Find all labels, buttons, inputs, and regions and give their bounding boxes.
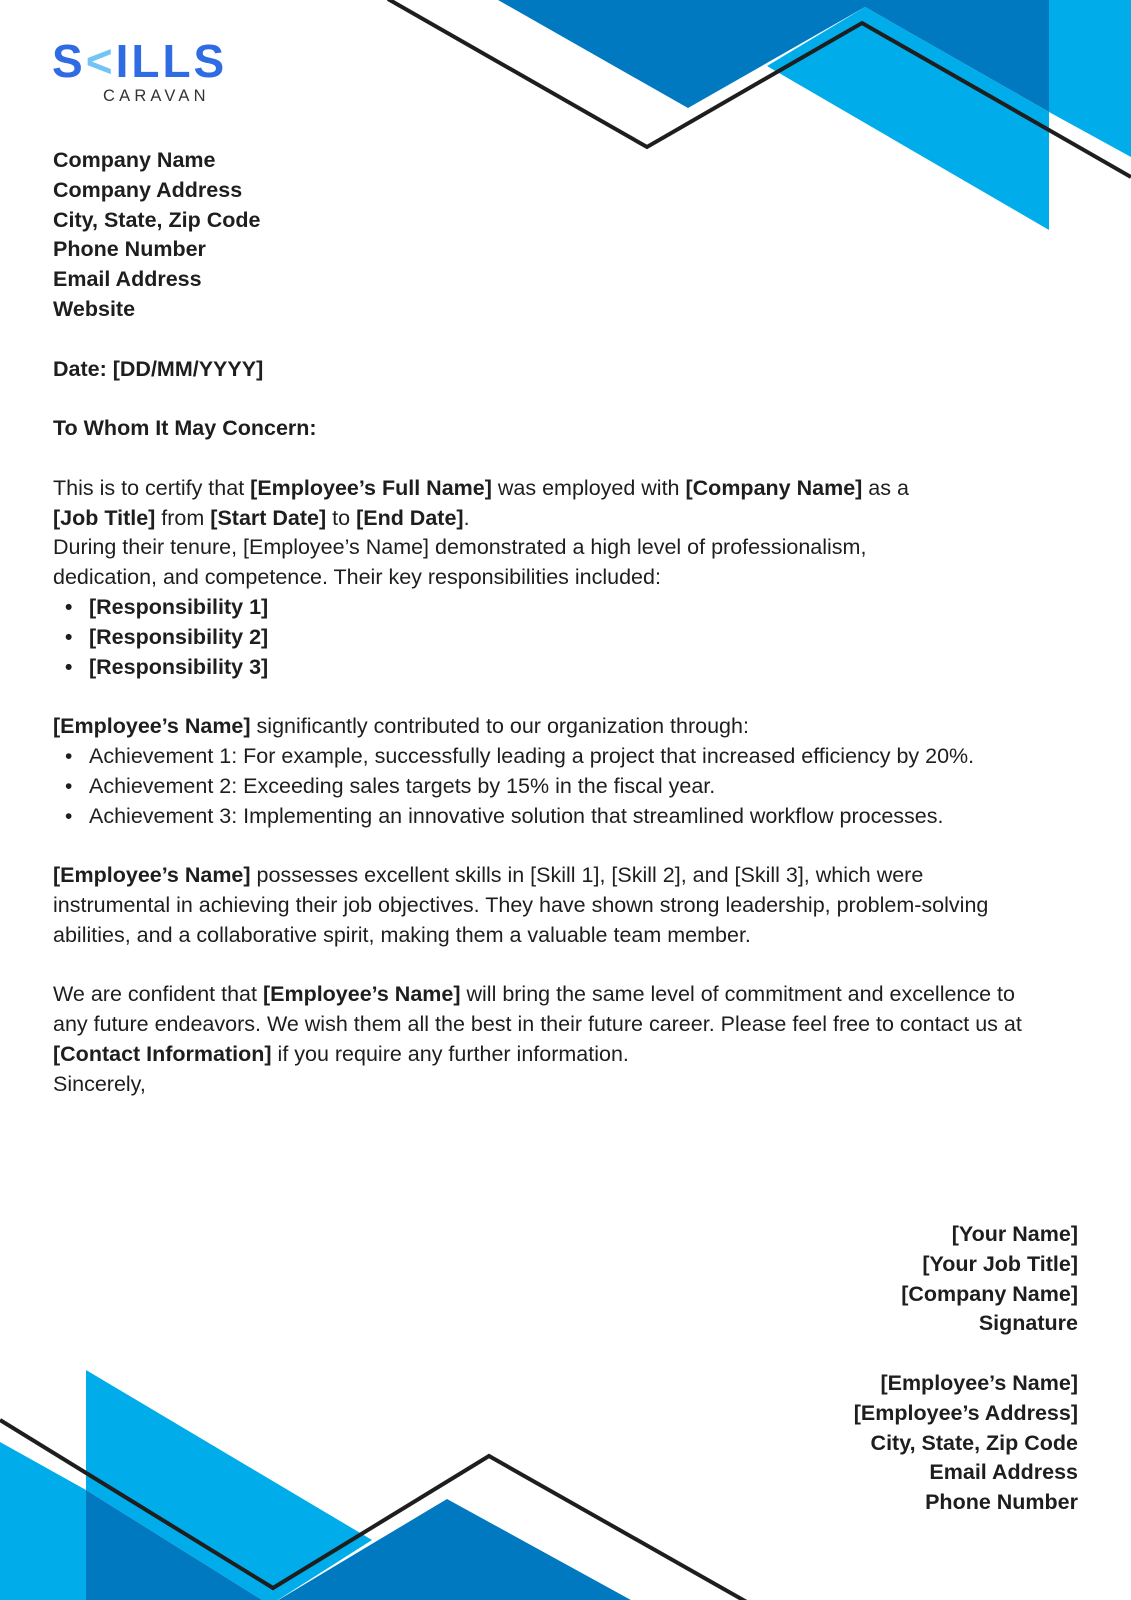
tenure-sentence: During their tenure, [Employee’s Name] demonstrated a high level of professionalism,: [53, 535, 867, 560]
logo-wordmark: [52, 36, 227, 86]
logo-letters: ILLS: [115, 35, 228, 87]
sender-block: [53, 146, 1083, 325]
employee-name-placeholder: [Employee’s Name]: [262, 982, 461, 1007]
text: was employed with: [491, 475, 686, 500]
list-item: • Achievement 1: For example, successfully leading a project that increased efficiency by 20%.: [53, 742, 1053, 772]
text: We are confident that: [53, 982, 263, 1007]
achievements-list: [53, 742, 1053, 831]
letter-body: [53, 146, 1083, 1100]
signer-job-title: [Your Job Title]: [922, 1251, 1078, 1276]
skills-caravan-logo: [52, 35, 228, 108]
recipient-name: [Employee’s Name]: [880, 1370, 1078, 1395]
recipient-city-state-zip: City, State, Zip Code: [870, 1430, 1078, 1455]
recipient-address: [Employee’s Address]: [853, 1400, 1078, 1425]
text: will bring the same level of commitment and excellence to any future endeavors. We wish them all the best in their future career. Please feel free to contact us at: [53, 982, 1022, 1037]
signer-name: [Your Name]: [951, 1222, 1078, 1246]
logo-subtitle: CARAVAN: [103, 87, 210, 105]
date-line: Date: [DD/MM/YYYY]: [53, 356, 264, 381]
salutation: To Whom It May Concern:: [53, 416, 317, 441]
chevron-left-icon: <: [85, 35, 116, 87]
text: .: [463, 505, 470, 530]
sender-company-name: Company Name: [53, 148, 216, 172]
text: if you require any further information.: [271, 1041, 629, 1066]
list-item: • [Responsibility 3]: [53, 653, 1083, 683]
signature-block: [854, 1220, 1078, 1518]
closing-paragraph: [53, 980, 1043, 1069]
text: significantly contributed to our organization through:: [250, 714, 749, 739]
text: This is to certify that: [53, 475, 251, 500]
certification-paragraph: [53, 474, 1083, 683]
responsibilities-list: [53, 593, 1083, 682]
sender-phone: Phone Number: [53, 237, 206, 262]
list-item: • [Responsibility 1]: [53, 593, 1083, 623]
list-item: • Achievement 2: Exceeding sales targets by 15% in the fiscal year.: [53, 772, 1053, 802]
list-item: • [Responsibility 2]: [53, 623, 1083, 653]
text: as a: [862, 475, 909, 500]
responsibilities-intro: dedication, and competence. Their key responsibilities included:: [53, 565, 661, 590]
sender-city-state-zip: City, State, Zip Code: [53, 207, 261, 232]
end-date-placeholder: [End Date]: [356, 505, 464, 530]
top-right-strip: [1049, 0, 1131, 157]
start-date-placeholder: [Start Date]: [210, 505, 327, 530]
contact-information-placeholder: [Contact Information]: [53, 1041, 272, 1066]
sender-website: Website: [53, 296, 136, 321]
text: to: [326, 505, 357, 530]
recipient-phone: Phone Number: [925, 1490, 1078, 1515]
employee-name-placeholder: [Employee’s Name]: [53, 714, 251, 739]
recipient-email: Email Address: [929, 1460, 1078, 1485]
employee-name-placeholder: [Employee’s Name]: [53, 863, 251, 888]
text: possesses excellent skills in [Skill 1], [Skill 2], and [Skill 3], which were instrumental in achieving their job objectives. They have shown strong leadership, problem-solving abilities, and a collaborative spirit, making them a valuable team member.: [53, 863, 989, 947]
logo-letter-s: S: [52, 35, 86, 87]
employee-full-name-placeholder: [Employee’s Full Name]: [250, 475, 492, 500]
job-title-placeholder: [Job Title]: [53, 505, 156, 530]
sender-email: Email Address: [53, 267, 202, 292]
skills-paragraph: [53, 861, 1043, 950]
company-name-placeholder: [Company Name]: [685, 475, 863, 500]
text: from: [155, 505, 211, 530]
closing-sincerely: Sincerely,: [53, 1071, 146, 1096]
sender-company-address: Company Address: [53, 177, 243, 202]
signer-company: [Company Name]: [901, 1281, 1078, 1306]
list-item: • Achievement 3: Implementing an innovative solution that streamlined workflow processes.: [53, 802, 1053, 832]
signature-label: Signature: [978, 1311, 1078, 1336]
achievements-paragraph: [53, 712, 1083, 831]
